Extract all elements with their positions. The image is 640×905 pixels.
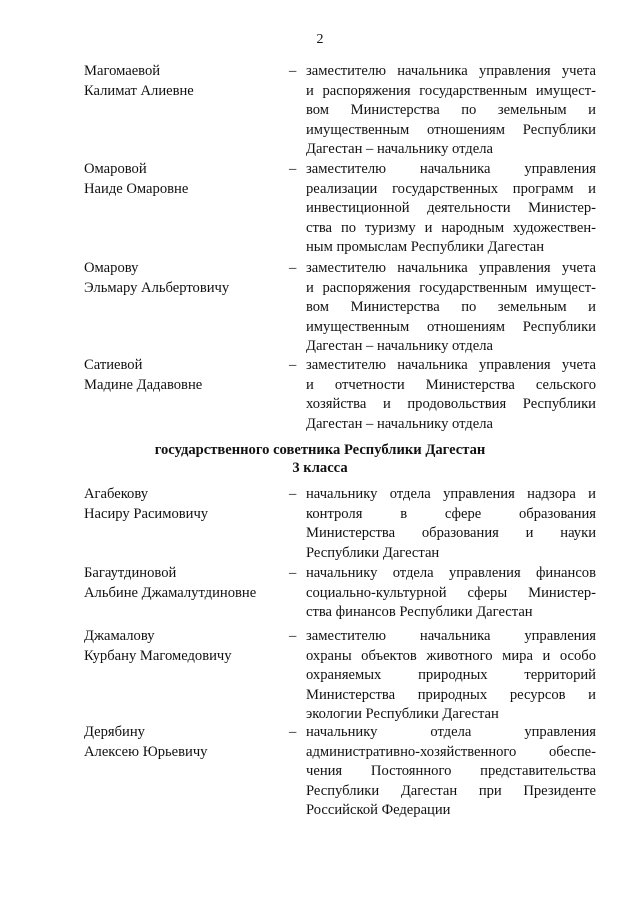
position-line: реализации государственных программ и [306, 180, 596, 197]
position-line: социально-культурной сферы Министер- [306, 584, 596, 601]
person-name [84, 356, 284, 395]
position-line: и распоряжения государственным имущест- [306, 82, 596, 99]
person-given-names: Мадине Дадавовне [84, 376, 203, 393]
person-surname: Магомаевой [84, 63, 161, 79]
dash-separator: – [289, 628, 297, 644]
person-surname: Дерябину [84, 724, 145, 740]
position-text [306, 485, 596, 563]
dash-separator: – [289, 486, 297, 502]
person-name [84, 259, 284, 298]
position-line: и отчетности Министерства сельского [306, 376, 596, 393]
position-text [306, 564, 596, 623]
position-line: Российской Федерации [306, 802, 451, 819]
position-line: административно-хозяйственного обеспе- [306, 743, 596, 760]
position-line: ства по туризму и народным художествен- [306, 219, 596, 236]
position-text [306, 62, 596, 160]
position-text [306, 723, 596, 821]
position-line: Министерства образования и науки [306, 525, 596, 542]
person-given-names: Курбану Магомедовичу [84, 647, 232, 664]
position-line: Дагестан – начальнику отдела [306, 415, 493, 432]
person-name [84, 564, 284, 603]
position-line: Дагестан – начальнику отдела [306, 141, 493, 158]
position-line: ства финансов Республики Дагестан [306, 604, 533, 621]
position-text [306, 259, 596, 357]
dash-separator: – [289, 724, 297, 740]
person-name [84, 485, 284, 524]
dash-separator: – [289, 565, 297, 581]
position-line: хозяйства и продовольствия Республики [306, 396, 596, 413]
position-line: начальнику отдела управления [306, 724, 596, 740]
position-text [306, 627, 596, 725]
person-surname: Агабекову [84, 486, 149, 502]
position-line: и распоряжения государственным имущест- [306, 279, 596, 296]
position-line: Республики Дагестан [306, 544, 440, 561]
position-line: начальнику отдела управления надзора и [306, 486, 596, 502]
person-surname: Сатиевой [84, 357, 143, 373]
position-line: Дагестан – начальнику отдела [306, 338, 493, 355]
person-surname: Омаровой [84, 161, 147, 177]
position-line: имущественным отношениям Республики [306, 318, 596, 335]
dash-separator: – [289, 260, 297, 276]
section-heading [0, 441, 640, 477]
person-given-names: Алексею Юрьевичу [84, 743, 208, 760]
person-given-names: Наиде Омаровне [84, 180, 189, 197]
position-line: заместителю начальника управления [306, 161, 596, 177]
section-heading-line1: государственного советника Республики Дагестан [154, 442, 486, 458]
person-given-names: Альбине Джамалутдиновне [84, 584, 257, 601]
position-line: охраняемых природных территорий [306, 667, 596, 684]
position-text [306, 356, 596, 434]
person-name [84, 160, 284, 199]
person-name [84, 62, 284, 101]
page-number: 2 [316, 32, 324, 47]
position-line: чения Постоянного представительства [306, 763, 596, 780]
position-line: вом Министерства по земельным и [306, 299, 596, 316]
person-surname: Багаутдиновой [84, 565, 177, 581]
position-line: заместителю начальника управления учета [306, 63, 596, 79]
person-given-names: Насиру Расимовичу [84, 505, 209, 522]
position-line: начальнику отдела управления финансов [306, 565, 596, 581]
position-line: заместителю начальника управления учета [306, 357, 596, 373]
position-line: имущественным отношениям Республики [306, 121, 596, 138]
person-name [84, 627, 284, 666]
position-text [306, 160, 596, 258]
position-line: заместителю начальника управления учета [306, 260, 596, 276]
position-line: ным промыслам Республики Дагестан [306, 239, 545, 256]
position-line: контроля в сфере образования [306, 505, 596, 522]
position-line: экологии Республики Дагестан [306, 706, 499, 723]
section-heading-line2: 3 класса [292, 460, 348, 476]
position-line: Республики Дагестан при Президенте [306, 782, 596, 799]
person-surname: Омарову [84, 260, 139, 276]
position-line: инвестиционной деятельности Министер- [306, 200, 596, 217]
person-surname: Джамалову [84, 628, 155, 644]
position-line: Министерства природных ресурсов и [306, 686, 596, 703]
dash-separator: – [289, 357, 297, 373]
position-line: заместителю начальника управления [306, 628, 596, 644]
person-given-names: Калимат Алиевне [84, 82, 194, 99]
person-name [84, 723, 284, 762]
position-line: вом Министерства по земельным и [306, 102, 596, 119]
dash-separator: – [289, 161, 297, 177]
dash-separator: – [289, 63, 297, 79]
position-line: охраны объектов животного мира и особо [306, 647, 596, 664]
person-given-names: Эльмару Альбертовичу [84, 279, 230, 296]
